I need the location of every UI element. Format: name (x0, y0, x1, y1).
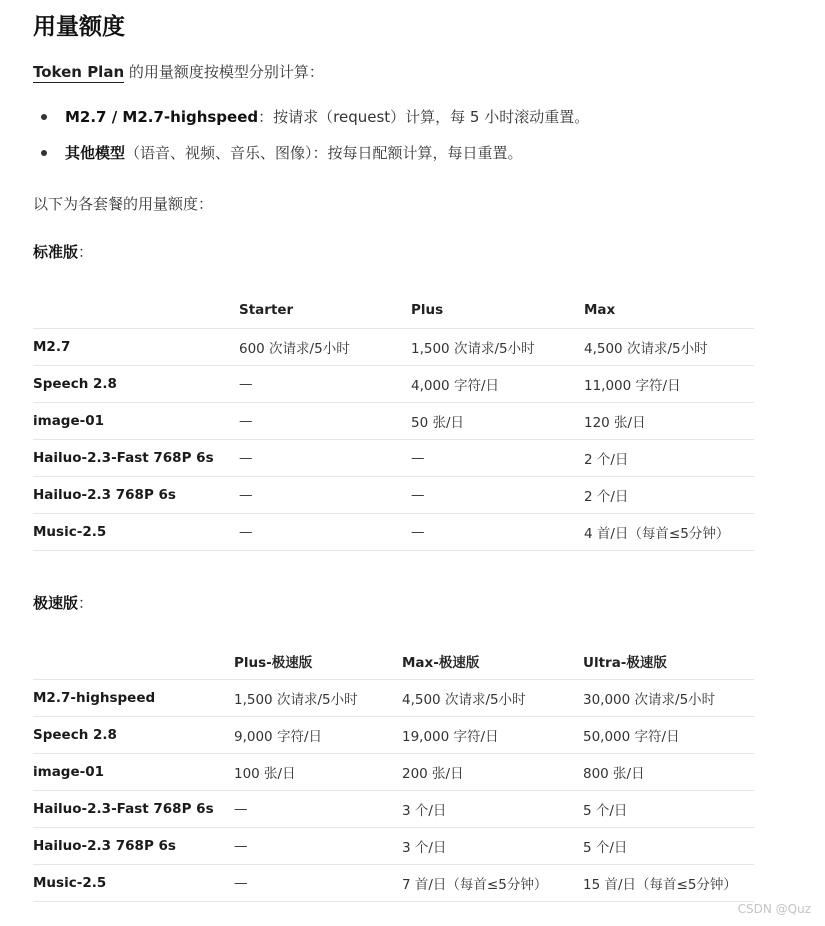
list-item-strong: 其他模型 (65, 144, 126, 162)
quota-cell: 4,000 字符/日 (411, 366, 584, 403)
model-name-cell: Music-2.5 (33, 514, 239, 551)
table-row (33, 680, 754, 717)
quota-cell: — (239, 514, 411, 551)
quota-cell: 2 个/日 (584, 477, 754, 514)
quota-cell: 3 个/日 (402, 828, 583, 865)
billing-rules-list (33, 105, 589, 177)
quota-cell: 1,500 次请求/5小时 (234, 680, 402, 717)
quota-cell: 4,500 次请求/5小时 (402, 680, 583, 717)
quota-cell: 19,000 字符/日 (402, 717, 583, 754)
table-header-row (33, 292, 754, 329)
quota-cell: 5 个/日 (583, 828, 754, 865)
table-row (33, 791, 754, 828)
page-title: 用量额度 (33, 14, 125, 40)
quota-cell: 800 张/日 (583, 754, 754, 791)
column-header-plan: Max-极速版 (402, 643, 583, 680)
intro-text: 的用量额度按模型分别计算： (124, 63, 324, 81)
model-name-cell: Speech 2.8 (33, 717, 234, 754)
column-header-plan: Plus (411, 292, 584, 329)
model-name-cell: Hailuo-2.3-Fast 768P 6s (33, 791, 234, 828)
quota-cell: — (234, 828, 402, 865)
column-header-plan: Ultra-极速版 (583, 643, 754, 680)
model-name-cell: Hailuo-2.3 768P 6s (33, 477, 239, 514)
quota-cell: 50 张/日 (411, 403, 584, 440)
table-row (33, 403, 754, 440)
quota-cell: — (239, 477, 411, 514)
column-header-plan: Plus-极速版 (234, 643, 402, 680)
intro-paragraph (33, 61, 324, 82)
quota-cell: — (239, 440, 411, 477)
quota-cell: — (411, 440, 584, 477)
table-row (33, 865, 754, 902)
quota-cell: 1,500 次请求/5小时 (411, 329, 584, 366)
model-name-cell: image-01 (33, 754, 234, 791)
standard-quota-table (33, 292, 754, 551)
quota-cell: 100 张/日 (234, 754, 402, 791)
quota-cell: 11,000 字符/日 (584, 366, 754, 403)
table-row (33, 440, 754, 477)
quota-cell: — (411, 514, 584, 551)
quota-cell: 50,000 字符/日 (583, 717, 754, 754)
column-header-plan: Starter (239, 292, 411, 329)
table-row (33, 717, 754, 754)
quota-cell: — (239, 403, 411, 440)
quota-cell: 9,000 字符/日 (234, 717, 402, 754)
column-header-model (33, 643, 234, 680)
table-row (33, 366, 754, 403)
list-item-text: ：按请求（request）计算，每 5 小时滚动重置。 (258, 108, 590, 126)
quota-cell: — (239, 366, 411, 403)
table-row (33, 477, 754, 514)
model-name-cell: Hailuo-2.3-Fast 768P 6s (33, 440, 239, 477)
standard-section-title: 标准版 (33, 243, 79, 261)
quota-cell: 3 个/日 (402, 791, 583, 828)
highspeed-section-label (33, 592, 93, 613)
column-header-model (33, 292, 239, 329)
tiers-intro: 以下为各套餐的用量额度： (33, 195, 214, 213)
model-name-cell: image-01 (33, 403, 239, 440)
column-header-plan: Max (584, 292, 754, 329)
label-colon: ： (78, 243, 94, 261)
list-item (33, 141, 589, 165)
quota-cell: 600 次请求/5小时 (239, 329, 411, 366)
watermark: CSDN @Quz (737, 902, 811, 916)
quota-cell: 200 张/日 (402, 754, 583, 791)
table-header-row (33, 643, 754, 680)
standard-section-label (33, 241, 93, 262)
highspeed-quota-table (33, 643, 754, 902)
list-item-text: （语音、视频、音乐、图像）：按每日配额计算，每日重置。 (125, 144, 523, 162)
quota-cell: 4,500 次请求/5小时 (584, 329, 754, 366)
quota-cell: — (411, 477, 584, 514)
quota-cell: 5 个/日 (583, 791, 754, 828)
model-name-cell: Music-2.5 (33, 865, 234, 902)
quota-cell: 4 首/日（每首≤5分钟） (584, 514, 754, 551)
list-item (33, 105, 589, 129)
list-item-strong: M2.7 / M2.7-highspeed (65, 108, 259, 126)
quota-cell: 30,000 次请求/5小时 (583, 680, 754, 717)
quota-cell: 2 个/日 (584, 440, 754, 477)
token-plan-link[interactable]: Token Plan (33, 63, 125, 81)
model-name-cell: Speech 2.8 (33, 366, 239, 403)
table-row (33, 329, 754, 366)
label-colon: ： (78, 594, 94, 612)
highspeed-section-title: 极速版 (33, 594, 79, 612)
model-name-cell: M2.7 (33, 329, 239, 366)
table-row (33, 754, 754, 791)
table-row (33, 514, 754, 551)
quota-cell: 7 首/日（每首≤5分钟） (402, 865, 583, 902)
quota-cell: — (234, 865, 402, 902)
table-row (33, 828, 754, 865)
quota-cell: 15 首/日（每首≤5分钟） (583, 865, 754, 902)
quota-cell: 120 张/日 (584, 403, 754, 440)
model-name-cell: Hailuo-2.3 768P 6s (33, 828, 234, 865)
model-name-cell: M2.7-highspeed (33, 680, 234, 717)
quota-cell: — (234, 791, 402, 828)
